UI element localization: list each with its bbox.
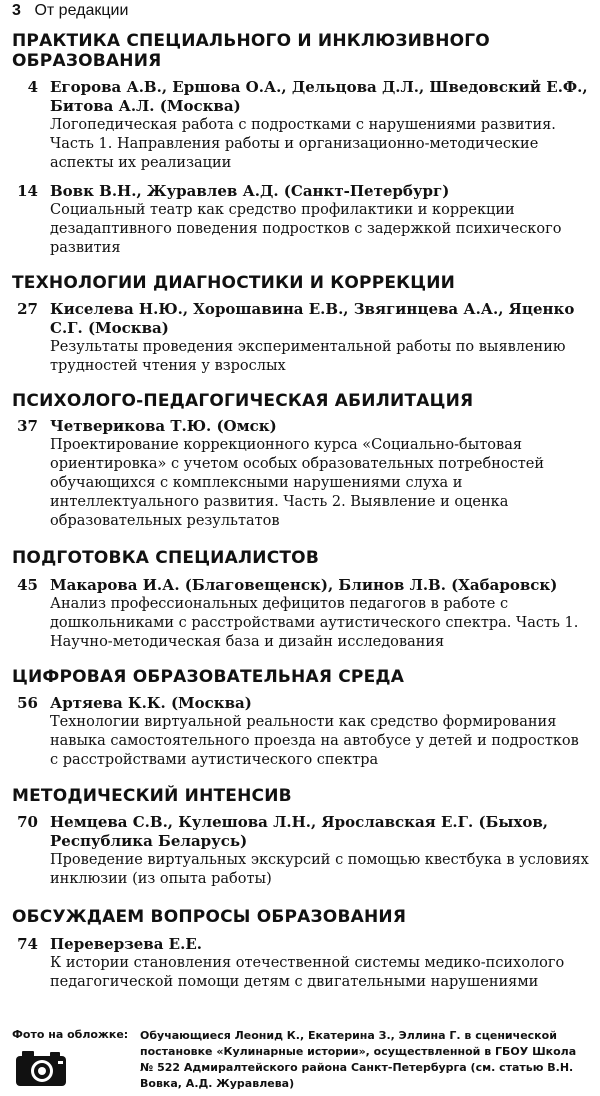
entry-page-number: 56 <box>17 694 38 712</box>
intro-line <box>12 2 128 20</box>
entry-page-number: 70 <box>17 813 38 831</box>
entry-authors: Киселева Н.Ю., Хорошавина Е.В., Звягинцева А.А., Яценко С.Г. (Москва) <box>50 300 575 337</box>
cover-photo-caption <box>12 1026 592 1092</box>
toc-entry[interactable] <box>0 417 600 537</box>
section-title: ОБСУЖДАЕМ ВОПРОСЫ ОБРАЗОВАНИЯ <box>12 907 407 927</box>
intro-title: От редакции <box>34 2 129 19</box>
entry-authors: Артяева К.К. (Москва) <box>50 694 252 712</box>
entry-page-number: 45 <box>17 576 38 594</box>
cover-photo-label: Фото на обложке: <box>12 1028 129 1041</box>
section-title: ЦИФРОВАЯ ОБРАЗОВАТЕЛЬНАЯ СРЕДА <box>12 667 405 687</box>
toc-entry[interactable] <box>0 300 600 378</box>
section-title: МЕТОДИЧЕСКИЙ ИНТЕНСИВ <box>12 786 292 806</box>
toc-entry[interactable] <box>0 78 600 174</box>
entry-title: Технологии виртуальной реальности как средство формирования навыка самостоятельного проезда на автобусе у детей и подростков с расстройствами аутистического спектра <box>50 714 579 768</box>
entry-page-number: 14 <box>17 182 38 200</box>
entry-page-number: 4 <box>27 78 38 96</box>
entry-authors: Макарова И.А. (Благовещенск), Блинов Л.В. (Хабаровск) <box>50 576 558 594</box>
entry-title: К истории становления отечественной системы медико-психолого педагогической помощи детям с двигательными нарушениями <box>50 955 565 990</box>
camera-icon <box>14 1048 70 1088</box>
entry-title: Логопедическая работа с подростками с нарушениями развития. Часть 1. Направления работы и организационно-методические аспекты их реализации <box>50 117 556 171</box>
toc-entry[interactable] <box>0 935 600 997</box>
section-title: ТЕХНОЛОГИИ ДИАГНОСТИКИ И КОРРЕКЦИИ <box>12 273 456 293</box>
cover-photo-text: Обучающиеся Леонид К., Екатерина З., Эллина Г. в сценической постановке «Кулинарные истории», осуществленной в ГБОУ Школа № 522 Адмиралтейского района Санкт-Петербурга (см. статью В.Н. Вовка, А.Д. Журавлева) <box>140 1029 577 1090</box>
entry-title: Проведение виртуальных экскурсий с помощью квестбука в условиях инклюзии (из опыта работы) <box>50 852 589 887</box>
entry-page-number: 27 <box>17 300 38 318</box>
toc-entry[interactable] <box>0 576 600 656</box>
entry-page-number: 74 <box>17 935 38 953</box>
entry-body <box>50 182 590 258</box>
toc-entry[interactable] <box>0 694 600 774</box>
entry-authors: Четверикова Т.Ю. (Омск) <box>50 417 277 435</box>
section-title: ПОДГОТОВКА СПЕЦИАЛИСТОВ <box>12 548 319 568</box>
entry-authors: Вовк В.Н., Журавлев А.Д. (Санкт-Петербург) <box>50 182 450 200</box>
entry-title: Социальный театр как средство профилактики и коррекции дезадаптивного поведения подростков с задержкой психического развития <box>50 202 562 256</box>
entry-title: Результаты проведения экспериментальной работы по выявлению трудностей чтения у взрослых <box>50 339 566 374</box>
entry-body <box>50 935 590 992</box>
entry-body <box>50 576 590 652</box>
entry-authors: Переверзева Е.Е. <box>50 935 202 953</box>
entry-title: Анализ профессиональных дефицитов педагогов в работе с дошкольниками с расстройствами аутистического спектра. Часть 1. Научно-методическая база и дизайн исследования <box>50 596 579 650</box>
toc-entry[interactable] <box>0 182 600 262</box>
toc-entry[interactable] <box>0 813 600 893</box>
entry-body <box>50 813 590 889</box>
entry-authors: Егорова А.В., Ершова О.А., Дельцова Д.Л., Шведовский Е.Ф., Битова А.Л. (Москва) <box>50 78 588 115</box>
entry-body <box>50 694 590 770</box>
entry-title: Проектирование коррекционного курса «Социально-бытовая ориентировка» с учетом особых образовательных потребностей обучающихся с комплексными нарушениями слуха и интеллектуального развития. Часть 2. Выявление и оценка образовательных результатов <box>50 437 544 529</box>
entry-body <box>50 300 590 376</box>
entry-body <box>50 417 590 531</box>
entry-body <box>50 78 590 173</box>
intro-page-number: 3 <box>12 2 21 19</box>
section-title: ПРАКТИКА СПЕЦИАЛЬНОГО И ИНКЛЮЗИВНОГО ОБРАЗОВАНИЯ <box>12 31 490 71</box>
entry-authors: Немцева С.В., Кулешова Л.Н., Ярославская Е.Г. (Быхов, Республика Беларусь) <box>50 813 548 850</box>
section-title: ПСИХОЛОГО-ПЕДАГОГИЧЕСКАЯ АБИЛИТАЦИЯ <box>12 391 474 411</box>
entry-page-number: 37 <box>17 417 38 435</box>
